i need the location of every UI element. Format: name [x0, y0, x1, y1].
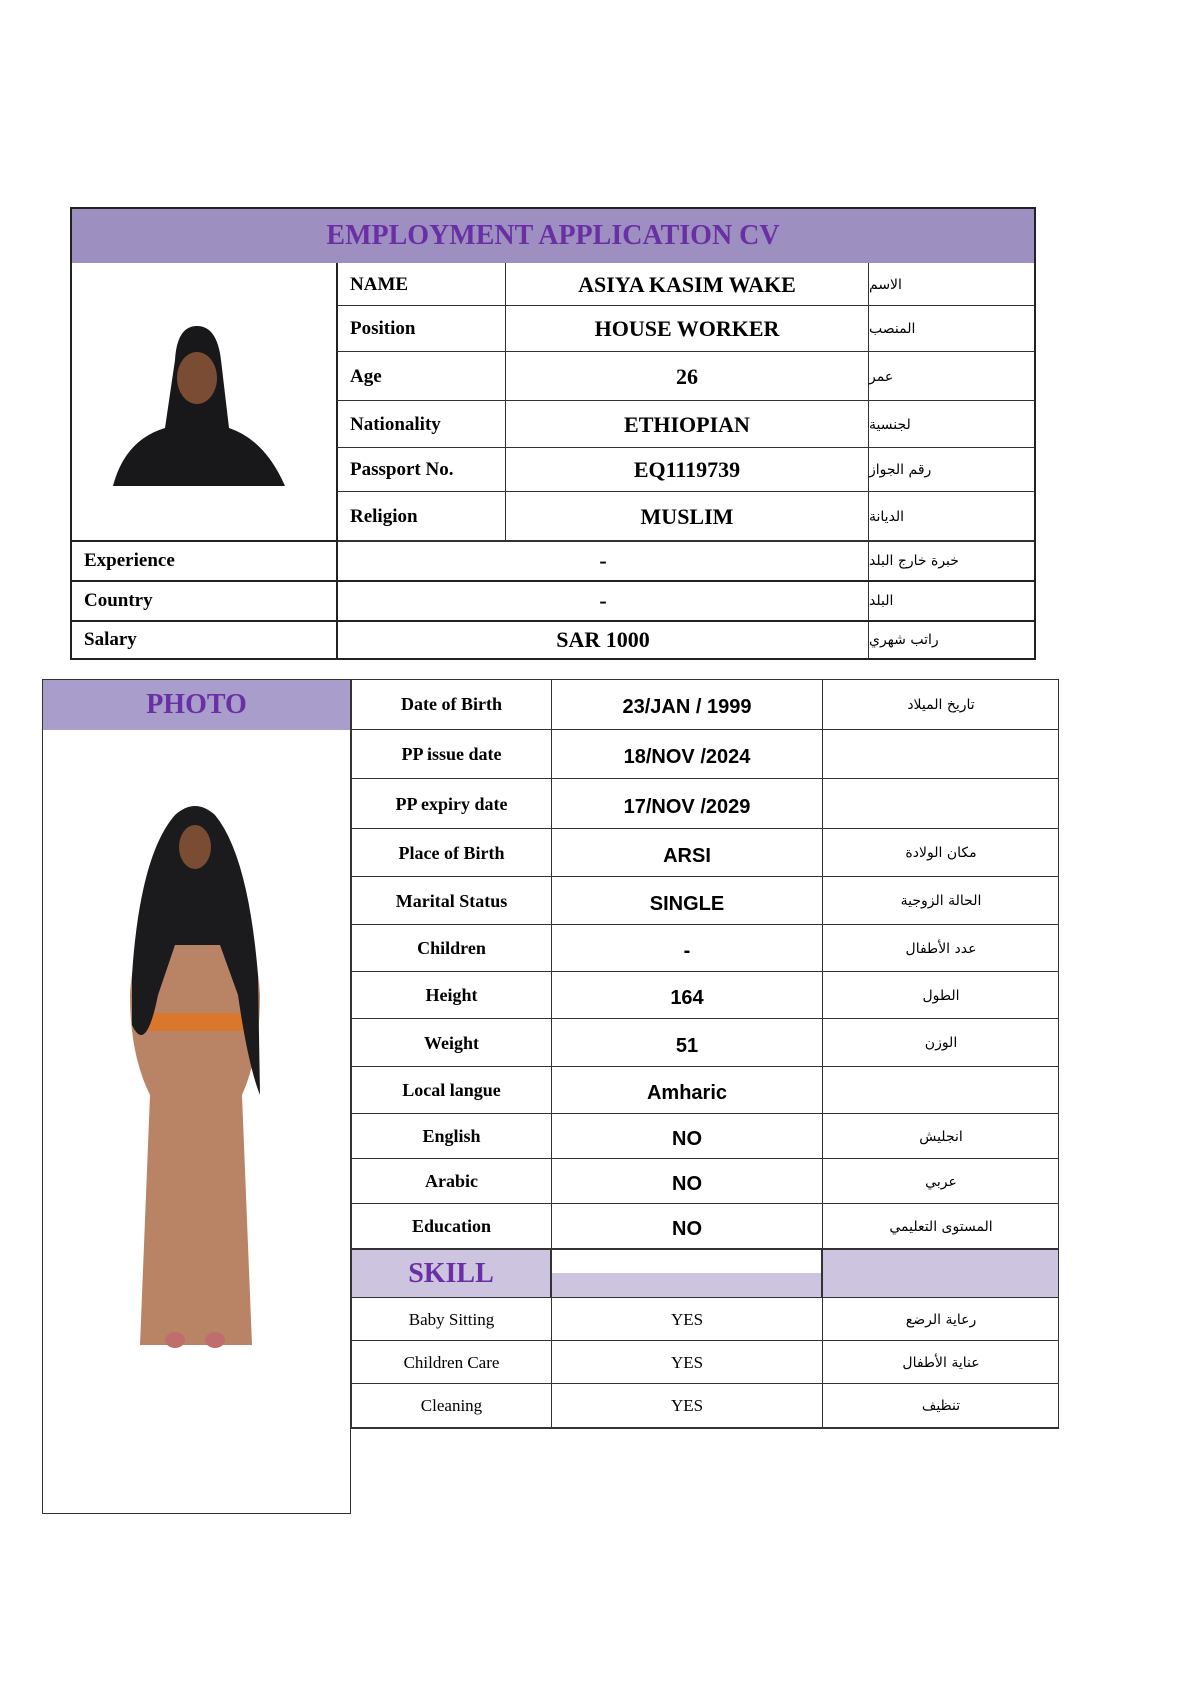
- skill-header-middle: [551, 1249, 822, 1298]
- field-arabic-text: راتب شهري: [869, 632, 939, 648]
- detail-value: [552, 1073, 822, 1114]
- detail-label-text: Weight: [423, 1032, 479, 1053]
- detail-label: [352, 925, 551, 972]
- detail-value-text: SINGLE: [649, 892, 725, 915]
- detail-label: [352, 730, 551, 779]
- detail-value: [552, 1165, 822, 1204]
- headshot-photo: [105, 320, 295, 490]
- field-arabic: [869, 401, 1034, 448]
- field-value: [506, 352, 868, 401]
- field-arabic-text: خبرة خارج البلد: [869, 553, 959, 569]
- field-arabic-text: المنصب: [869, 321, 916, 337]
- page-title: EMPLOYMENT APPLICATION CV: [326, 220, 780, 251]
- skill-arabic: [823, 1298, 1059, 1341]
- field-label-text: Position: [350, 318, 416, 339]
- field-arabic: [869, 448, 1034, 492]
- field-label-text: NAME: [350, 273, 409, 295]
- detail-value-text: NO: [672, 1173, 702, 1195]
- detail-arabic-text: تاريخ الميلاد: [907, 696, 975, 713]
- field-label: [338, 352, 505, 401]
- detail-arabic: [823, 925, 1059, 972]
- full-body-photo: [120, 795, 270, 1350]
- detail-value: [552, 1210, 822, 1249]
- detail-label-text: English: [422, 1126, 481, 1146]
- field-value-text: 26: [676, 363, 698, 389]
- detail-arabic: [823, 829, 1059, 877]
- detail-value: [552, 1120, 822, 1159]
- field-value: [506, 401, 868, 448]
- field-label-text: Experience: [84, 550, 175, 571]
- skill-value: [552, 1384, 822, 1428]
- detail-arabic: [823, 1114, 1059, 1159]
- detail-value-text: NO: [672, 1218, 702, 1240]
- skill-label: [352, 1298, 551, 1341]
- field-arabic-text: الاسم: [869, 276, 902, 293]
- field-arabic: [869, 541, 1034, 581]
- detail-arabic: [823, 1019, 1059, 1067]
- detail-arabic: [823, 679, 1059, 730]
- field-label-text: Salary: [84, 629, 137, 650]
- detail-value: [552, 931, 822, 972]
- detail-value: [552, 978, 822, 1019]
- detail-arabic: [823, 877, 1059, 925]
- field-arabic: [869, 352, 1034, 401]
- skill-label: [352, 1384, 551, 1428]
- skill-arabic-text: تنظيف: [921, 1398, 961, 1414]
- full-body-icon: [120, 795, 270, 1350]
- field-label: [338, 263, 505, 306]
- field-arabic-text: رقم الجواز: [869, 462, 932, 478]
- detail-value-text: Amharic: [646, 1082, 728, 1104]
- detail-label: [352, 972, 551, 1019]
- detail-label-text: Local langue: [402, 1080, 501, 1100]
- detail-label: [352, 829, 551, 877]
- detail-label: [352, 1159, 551, 1204]
- skill-value: [552, 1298, 822, 1341]
- field-label: [338, 306, 505, 352]
- field-label-text: Passport No.: [350, 459, 454, 480]
- detail-label-text: Children: [417, 938, 486, 958]
- detail-label: [352, 1067, 551, 1114]
- field-label: [338, 448, 505, 492]
- skill-value-text: YES: [670, 1309, 704, 1329]
- skill-label: [352, 1341, 551, 1384]
- field-label: [338, 492, 505, 541]
- field-value-text: -: [599, 548, 607, 573]
- detail-value-text: 51: [675, 1034, 699, 1057]
- detail-label-text: Arabic: [425, 1171, 478, 1191]
- field-label-text: Nationality: [350, 413, 441, 435]
- field-value-text: SAR 1000: [556, 627, 650, 652]
- detail-arabic-text: الطول: [922, 987, 960, 1004]
- detail-value: [552, 883, 822, 925]
- detail-label-text: Marital Status: [395, 890, 508, 911]
- detail-value: [552, 685, 822, 730]
- field-arabic: [869, 492, 1034, 541]
- skill-value-text: YES: [670, 1352, 704, 1372]
- detail-arabic-text: المستوى التعليمي: [889, 1218, 993, 1235]
- detail-value-text: 18/NOV /2024: [623, 746, 751, 768]
- detail-value: [552, 1025, 822, 1067]
- field-value: [338, 541, 868, 581]
- detail-label: [352, 877, 551, 925]
- field-arabic-text: لجنسية: [869, 416, 911, 433]
- field-label-text: Country: [84, 590, 153, 611]
- field-arabic: [869, 581, 1034, 621]
- field-value-text: EQ1119739: [633, 457, 741, 482]
- detail-label-text: Height: [425, 985, 478, 1005]
- field-label: [72, 541, 336, 581]
- detail-arabic-text: الوزن: [924, 1035, 958, 1051]
- photo-header: [43, 680, 350, 730]
- row-line: [72, 540, 338, 542]
- detail-value-text: -: [683, 940, 691, 962]
- detail-label: [352, 679, 551, 730]
- detail-arabic-text: انجليش: [919, 1128, 963, 1145]
- detail-arabic: [823, 1067, 1059, 1114]
- field-value: [338, 621, 868, 659]
- field-arabic-text: عمر: [869, 368, 894, 385]
- detail-arabic-text: عربي: [925, 1173, 957, 1190]
- detail-arabic: [823, 779, 1059, 829]
- detail-label-text: Education: [411, 1216, 492, 1236]
- detail-label: [352, 1114, 551, 1159]
- detail-arabic: [823, 1159, 1059, 1204]
- photo-header-label: PHOTO: [146, 689, 247, 720]
- detail-label: [352, 1019, 551, 1067]
- detail-value: [552, 736, 822, 779]
- field-value-text: -: [599, 588, 607, 613]
- title-band: [72, 209, 1034, 263]
- field-arabic: [869, 621, 1034, 659]
- field-arabic-text: الديانة: [869, 508, 905, 525]
- field-value-text: MUSLIM: [640, 503, 734, 529]
- skill-arabic-text: عناية الأطفال: [902, 1354, 980, 1371]
- field-value: [506, 492, 868, 541]
- detail-arabic: [823, 730, 1059, 779]
- detail-value-text: 17/NOV /2029: [623, 795, 751, 818]
- field-arabic: [869, 263, 1034, 306]
- skill-label-text: Baby Sitting: [408, 1309, 495, 1329]
- skill-value-text: YES: [670, 1396, 704, 1415]
- field-arabic-text: البلد: [869, 593, 894, 609]
- detail-value-text: ARSI: [663, 844, 711, 867]
- detail-value-text: 23/JAN / 1999: [622, 696, 752, 718]
- field-value: [506, 263, 868, 306]
- field-value-text: ETHIOPIAN: [624, 411, 750, 437]
- skill-header-label: SKILL: [408, 1257, 494, 1289]
- field-arabic: [869, 306, 1034, 352]
- field-label-text: Religion: [350, 505, 418, 527]
- field-label-text: Age: [350, 365, 382, 387]
- detail-label: [352, 1204, 551, 1249]
- detail-value-text: 164: [670, 987, 704, 1009]
- skill-arabic: [823, 1384, 1059, 1428]
- field-value-text: HOUSE WORKER: [594, 316, 780, 341]
- detail-label-text: Place of Birth: [398, 842, 505, 863]
- skill-value: [552, 1341, 822, 1384]
- detail-arabic-text: عدد الأطفال: [905, 940, 977, 957]
- detail-value: [552, 785, 822, 829]
- detail-label-text: PP issue date: [401, 744, 502, 764]
- detail-arabic-text: مكان الولادة: [905, 845, 977, 861]
- detail-label-text: Date of Birth: [401, 694, 502, 714]
- skill-header-right: [822, 1249, 1059, 1298]
- field-label: [72, 581, 336, 621]
- field-label: [72, 621, 336, 659]
- skill-arabic: [823, 1341, 1059, 1384]
- detail-label-text: PP expiry date: [395, 793, 508, 814]
- skill-label-text: Children Care: [403, 1352, 500, 1372]
- skill-header: [351, 1249, 551, 1298]
- detail-value: [552, 835, 822, 877]
- detail-arabic: [823, 1204, 1059, 1249]
- field-value: [506, 306, 868, 352]
- headshot-icon: [105, 320, 295, 490]
- detail-label: [352, 779, 551, 829]
- field-value: [338, 581, 868, 621]
- field-label: [338, 401, 505, 448]
- skill-arabic-text: رعاية الرضع: [905, 1311, 977, 1328]
- detail-arabic: [823, 972, 1059, 1019]
- detail-value-text: NO: [672, 1128, 702, 1150]
- detail-arabic-text: الحالة الزوجية: [900, 893, 982, 909]
- skill-label-text: Cleaning: [420, 1396, 483, 1415]
- field-value: [506, 448, 868, 492]
- field-value-text: ASIYA KASIM WAKE: [578, 271, 796, 297]
